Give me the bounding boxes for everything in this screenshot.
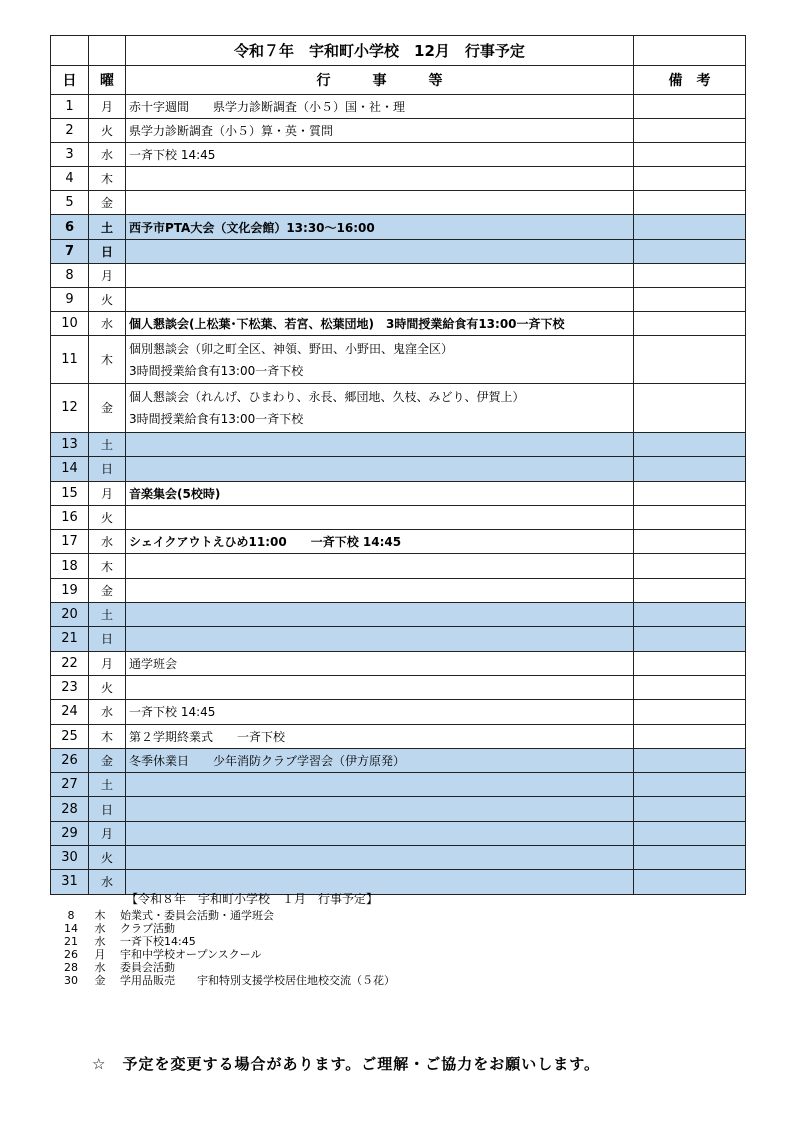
table-row xyxy=(51,675,746,699)
january-weekday: 水 xyxy=(94,935,106,948)
notes-cell xyxy=(634,724,746,748)
schedule-table xyxy=(50,35,746,895)
notes-cell xyxy=(634,335,746,384)
header-notes: 備 考 xyxy=(634,66,746,95)
day-cell: 2 xyxy=(51,119,89,143)
table-row xyxy=(51,191,746,215)
january-event: 始業式・委員会活動・通学班会 xyxy=(120,909,274,922)
weekday-cell: 木 xyxy=(89,554,126,578)
events-cell xyxy=(126,311,634,335)
weekday-cell: 水 xyxy=(89,870,126,894)
day-cell: 16 xyxy=(51,505,89,529)
notes-cell xyxy=(634,821,746,845)
events-cell xyxy=(126,384,634,433)
table-row xyxy=(51,384,746,433)
notes-cell xyxy=(634,651,746,675)
notes-cell xyxy=(634,797,746,821)
notes-cell xyxy=(634,627,746,651)
day-cell: 4 xyxy=(51,167,89,191)
weekday-cell: 土 xyxy=(89,603,126,627)
january-day: 26 xyxy=(64,948,78,961)
events-cell xyxy=(126,167,634,191)
table-row xyxy=(51,432,746,456)
table-row xyxy=(51,578,746,602)
table-row xyxy=(51,335,746,384)
day-cell: 7 xyxy=(51,239,89,263)
table-row xyxy=(51,287,746,311)
january-item xyxy=(62,974,395,987)
events-cell xyxy=(126,215,634,239)
event-text: 赤十字週間 県学力診断調査（小５）国・社・理 xyxy=(129,100,406,115)
event-text: シェイクアウトえひめ11:00 一斉下校 14:45 xyxy=(129,535,402,550)
notes-cell xyxy=(634,239,746,263)
weekday-cell: 水 xyxy=(89,143,126,167)
table-row xyxy=(51,215,746,239)
january-day: 28 xyxy=(64,961,78,974)
day-cell: 23 xyxy=(51,675,89,699)
weekday-cell: 日 xyxy=(89,627,126,651)
day-cell: 13 xyxy=(51,432,89,456)
day-cell: 6 xyxy=(51,215,89,239)
notes-cell xyxy=(634,554,746,578)
notes-cell xyxy=(634,675,746,699)
january-schedule xyxy=(62,890,395,987)
day-cell: 29 xyxy=(51,821,89,845)
day-cell: 14 xyxy=(51,457,89,481)
event-text: 個別懇談会（卯之町全区、神領、野田、小野田、鬼窪全区） xyxy=(129,341,454,356)
notes-cell xyxy=(634,603,746,627)
table-row xyxy=(51,263,746,287)
table-row xyxy=(51,457,746,481)
notes-cell xyxy=(634,167,746,191)
notes-cell xyxy=(634,845,746,869)
events-cell xyxy=(126,554,634,578)
events-cell xyxy=(126,748,634,772)
weekday-cell: 金 xyxy=(89,384,126,433)
day-cell: 24 xyxy=(51,700,89,724)
january-event: 一斉下校14:45 xyxy=(120,935,196,948)
january-day: 21 xyxy=(64,935,78,948)
notes-cell xyxy=(634,143,746,167)
day-cell: 25 xyxy=(51,724,89,748)
event-text: 個人懇談会(上松葉･下松葉、若宮、松葉団地) 3時間授業給食有13:00一斉下校 xyxy=(129,316,565,331)
weekday-cell: 日 xyxy=(89,797,126,821)
notes-cell xyxy=(634,384,746,433)
notes-cell xyxy=(634,432,746,456)
weekday-cell: 火 xyxy=(89,287,126,311)
day-cell: 9 xyxy=(51,287,89,311)
events-cell xyxy=(126,603,634,627)
change-notice: ☆ 予定を変更する場合があります。ご理解・ご協力をお願いします。 xyxy=(92,1055,601,1073)
notes-cell xyxy=(634,119,746,143)
january-weekday: 木 xyxy=(94,909,106,922)
events-cell xyxy=(126,700,634,724)
table-row xyxy=(51,143,746,167)
table-row xyxy=(51,481,746,505)
day-cell: 8 xyxy=(51,263,89,287)
event-text: 第２学期終業式 一斉下校 xyxy=(129,729,286,744)
january-title: 【令和８年 宇和町小学校 １月 行事予定】 xyxy=(126,892,379,906)
day-cell: 1 xyxy=(51,95,89,119)
event-text: 一斉下校 14:45 xyxy=(129,148,216,163)
events-cell xyxy=(126,287,634,311)
events-cell xyxy=(126,773,634,797)
weekday-cell: 火 xyxy=(89,675,126,699)
event-text: 一斉下校 14:45 xyxy=(129,705,216,720)
weekday-cell: 火 xyxy=(89,845,126,869)
january-item xyxy=(62,922,395,935)
weekday-cell: 日 xyxy=(89,457,126,481)
title-row xyxy=(51,36,746,66)
weekday-cell: 金 xyxy=(89,578,126,602)
events-cell xyxy=(126,651,634,675)
events-cell xyxy=(126,505,634,529)
weekday-cell: 金 xyxy=(89,748,126,772)
events-cell xyxy=(126,797,634,821)
table-row xyxy=(51,603,746,627)
day-cell: 18 xyxy=(51,554,89,578)
day-cell: 27 xyxy=(51,773,89,797)
table-row xyxy=(51,95,746,119)
weekday-cell: 土 xyxy=(89,773,126,797)
table-row xyxy=(51,651,746,675)
events-cell xyxy=(126,481,634,505)
january-item xyxy=(62,961,395,974)
january-event: 学用品販売 宇和特別支援学校居住地校交流（５花） xyxy=(120,974,395,987)
notes-cell xyxy=(634,748,746,772)
day-cell: 31 xyxy=(51,870,89,894)
weekday-cell: 月 xyxy=(89,821,126,845)
table-row xyxy=(51,773,746,797)
weekday-cell: 水 xyxy=(89,530,126,554)
january-event: 委員会活動 xyxy=(120,961,175,974)
table-row xyxy=(51,700,746,724)
day-cell: 11 xyxy=(51,335,89,384)
weekday-cell: 月 xyxy=(89,95,126,119)
event-text: 通学班会 xyxy=(129,656,178,671)
table-row xyxy=(51,530,746,554)
table-row xyxy=(51,797,746,821)
events-cell xyxy=(126,675,634,699)
notes-cell xyxy=(634,700,746,724)
day-cell: 20 xyxy=(51,603,89,627)
events-cell xyxy=(126,239,634,263)
table-row xyxy=(51,167,746,191)
january-event: 宇和中学校オープンスクール xyxy=(120,948,262,961)
table-row xyxy=(51,627,746,651)
events-cell xyxy=(126,627,634,651)
event-text: 3時間授業給食有13:00一斉下校 xyxy=(129,363,304,378)
day-cell: 10 xyxy=(51,311,89,335)
day-cell: 15 xyxy=(51,481,89,505)
table-row xyxy=(51,311,746,335)
day-cell: 17 xyxy=(51,530,89,554)
day-cell: 30 xyxy=(51,845,89,869)
event-text: 西予市PTA大会（文化会館）13:30～16:00 xyxy=(129,220,375,235)
events-cell xyxy=(126,578,634,602)
january-weekday: 水 xyxy=(94,922,106,935)
notes-cell xyxy=(634,215,746,239)
weekday-cell: 木 xyxy=(89,724,126,748)
page-title: 令和７年 宇和町小学校 12月 行事予定 xyxy=(126,36,634,66)
day-cell: 28 xyxy=(51,797,89,821)
events-cell xyxy=(126,530,634,554)
notes-cell xyxy=(634,311,746,335)
january-item xyxy=(62,909,395,922)
events-cell xyxy=(126,821,634,845)
weekday-cell: 火 xyxy=(89,505,126,529)
event-text: 個人懇談会（れんげ、ひまわり、永長、郷団地、久枝、みどり、伊賀上） xyxy=(129,390,525,405)
notes-cell xyxy=(634,578,746,602)
events-cell xyxy=(126,263,634,287)
events-cell xyxy=(126,143,634,167)
table-row xyxy=(51,724,746,748)
weekday-cell: 金 xyxy=(89,191,126,215)
notes-cell xyxy=(634,191,746,215)
table-row xyxy=(51,554,746,578)
weekday-cell: 土 xyxy=(89,432,126,456)
events-cell xyxy=(126,119,634,143)
notes-cell xyxy=(634,530,746,554)
january-weekday: 月 xyxy=(94,948,106,961)
events-cell xyxy=(126,95,634,119)
weekday-cell: 火 xyxy=(89,119,126,143)
day-cell: 19 xyxy=(51,578,89,602)
day-cell: 26 xyxy=(51,748,89,772)
weekday-cell: 土 xyxy=(89,215,126,239)
weekday-cell: 日 xyxy=(89,239,126,263)
day-cell: 21 xyxy=(51,627,89,651)
day-cell: 3 xyxy=(51,143,89,167)
header-row xyxy=(51,66,746,95)
events-cell xyxy=(126,432,634,456)
january-day: 8 xyxy=(67,909,75,922)
weekday-cell: 月 xyxy=(89,263,126,287)
table-row xyxy=(51,505,746,529)
notes-cell xyxy=(634,481,746,505)
event-text: 県学力診断調査（小５）算・英・質問 xyxy=(129,124,334,139)
table-row xyxy=(51,845,746,869)
day-cell: 12 xyxy=(51,384,89,433)
events-cell xyxy=(126,191,634,215)
january-day: 30 xyxy=(64,974,78,987)
notes-cell xyxy=(634,457,746,481)
notes-cell xyxy=(634,505,746,529)
table-row xyxy=(51,748,746,772)
event-text: 音楽集会(5校時) xyxy=(129,486,221,501)
notes-cell xyxy=(634,287,746,311)
table-row xyxy=(51,239,746,263)
notes-cell xyxy=(634,95,746,119)
weekday-cell: 月 xyxy=(89,651,126,675)
weekday-cell: 木 xyxy=(89,335,126,384)
event-text: 3時間授業給食有13:00一斉下校 xyxy=(129,412,304,427)
events-cell xyxy=(126,724,634,748)
january-item xyxy=(62,948,395,961)
january-item xyxy=(62,935,395,948)
january-weekday: 水 xyxy=(94,961,106,974)
events-cell xyxy=(126,457,634,481)
weekday-cell: 水 xyxy=(89,700,126,724)
day-cell: 5 xyxy=(51,191,89,215)
january-weekday: 金 xyxy=(94,974,106,987)
header-events: 行 事 等 xyxy=(126,66,634,95)
header-weekday: 曜 xyxy=(89,66,126,95)
events-cell xyxy=(126,845,634,869)
event-text: 冬季休業日 少年消防クラブ学習会（伊方原発） xyxy=(129,753,406,768)
notes-cell xyxy=(634,773,746,797)
table-row xyxy=(51,821,746,845)
notes-cell xyxy=(634,870,746,894)
weekday-cell: 水 xyxy=(89,311,126,335)
day-cell: 22 xyxy=(51,651,89,675)
table-row xyxy=(51,119,746,143)
january-event: クラブ活動 xyxy=(120,922,175,935)
weekday-cell: 木 xyxy=(89,167,126,191)
header-day: 日 xyxy=(51,66,89,95)
notes-cell xyxy=(634,263,746,287)
january-day: 14 xyxy=(64,922,78,935)
weekday-cell: 月 xyxy=(89,481,126,505)
events-cell xyxy=(126,335,634,384)
